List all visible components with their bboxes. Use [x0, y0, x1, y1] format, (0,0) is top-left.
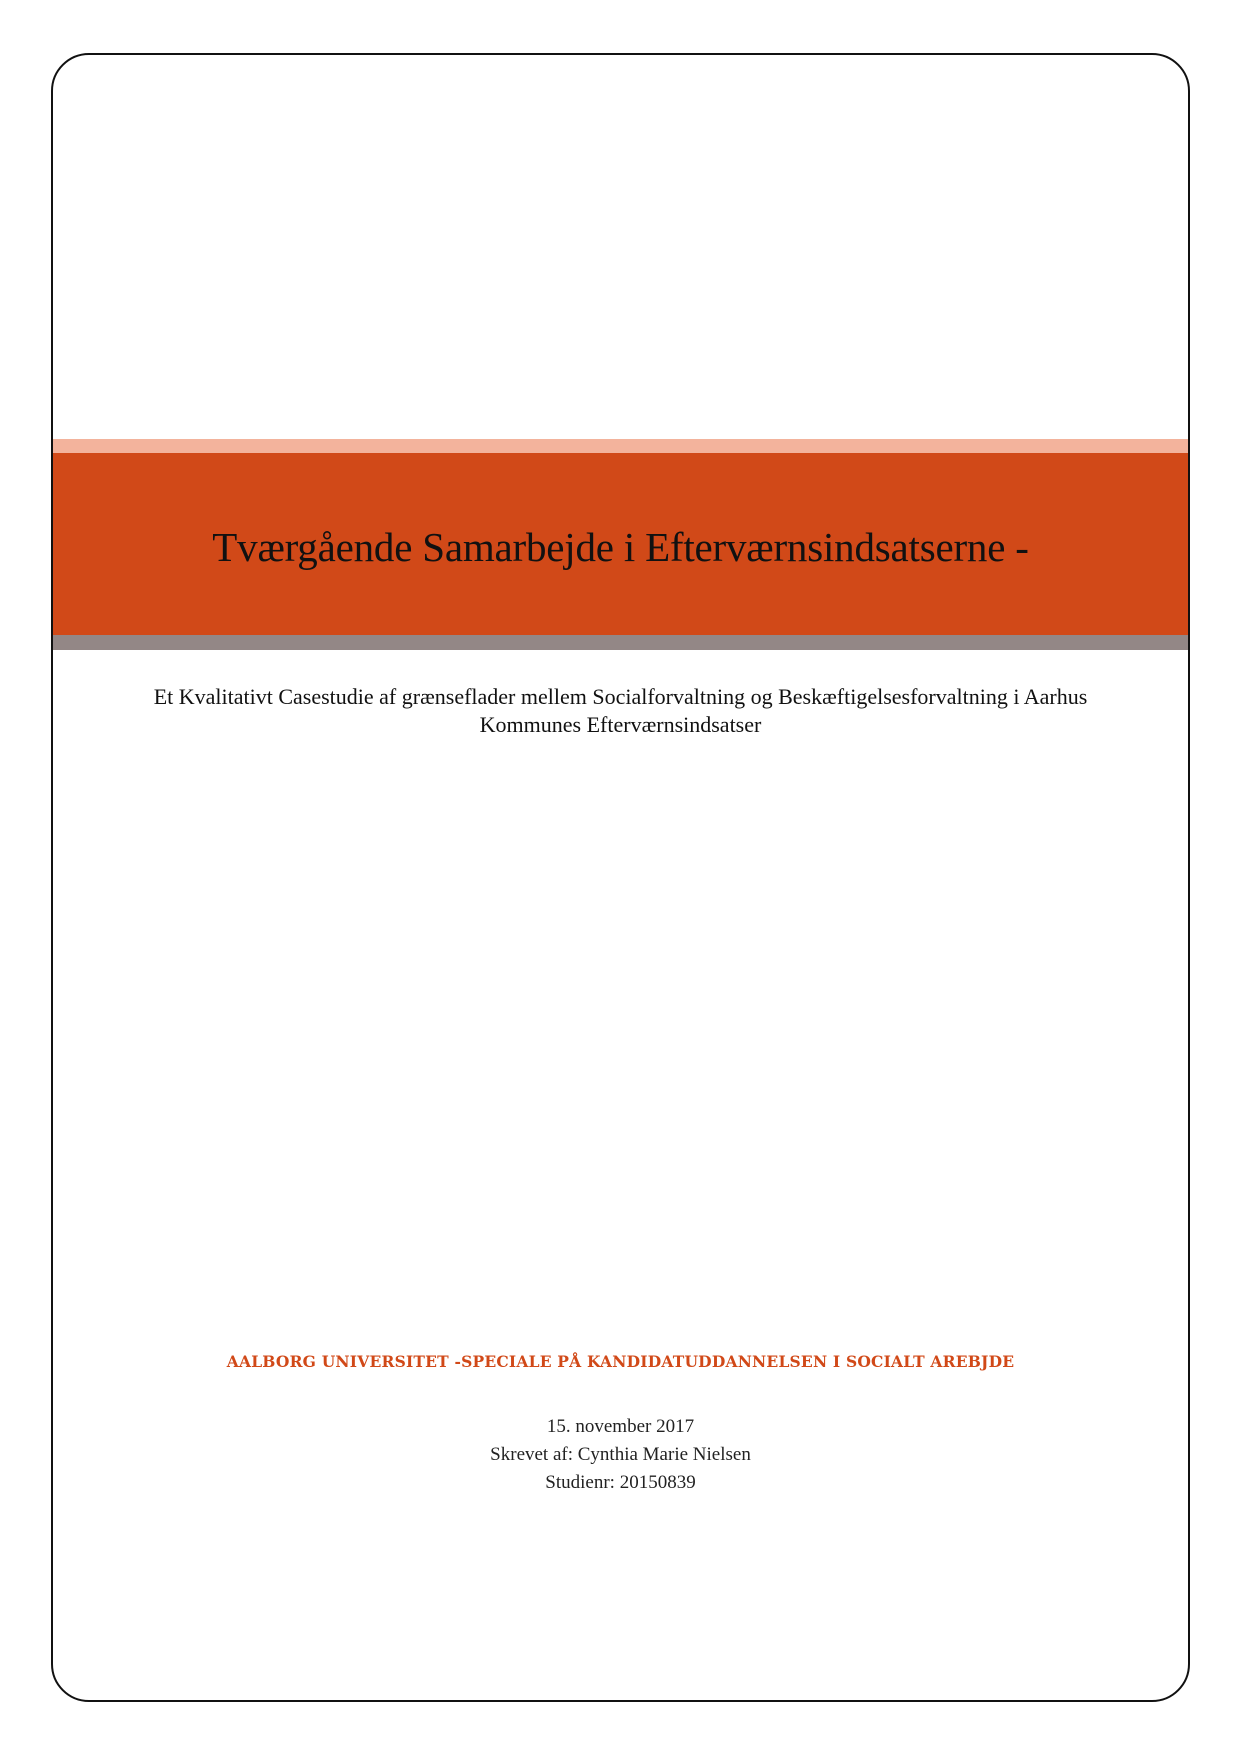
document-title: Tværgående Samarbejde i Efterværnsindsatserne -	[212, 524, 1029, 570]
institution-heading: AALBORG UNIVERSITET -SPECIALE PÅ KANDIDATUDDANNELSEN I SOCIALT AREBJDE	[226, 1352, 1015, 1371]
title-band-bottom-stripe	[53, 635, 1188, 650]
subtitle-line-2: Kommunes Efterværnsindsatser	[479, 712, 762, 737]
document-author: Skrevet af: Cynthia Marie Nielsen	[490, 1444, 751, 1465]
document-meta	[53, 1413, 1188, 1497]
document-date: 15. november 2017	[546, 1416, 695, 1437]
student-number: Studienr: 20150839	[545, 1472, 696, 1493]
title-band	[53, 453, 1188, 635]
document-subtitle	[53, 683, 1188, 739]
title-band-top-stripe	[53, 439, 1188, 453]
subtitle-line-1: Et Kvalitativt Casestudie af grænseflader mellem Socialforvaltning og Beskæftigelsesforvaltning i Aarhus	[153, 684, 1088, 709]
